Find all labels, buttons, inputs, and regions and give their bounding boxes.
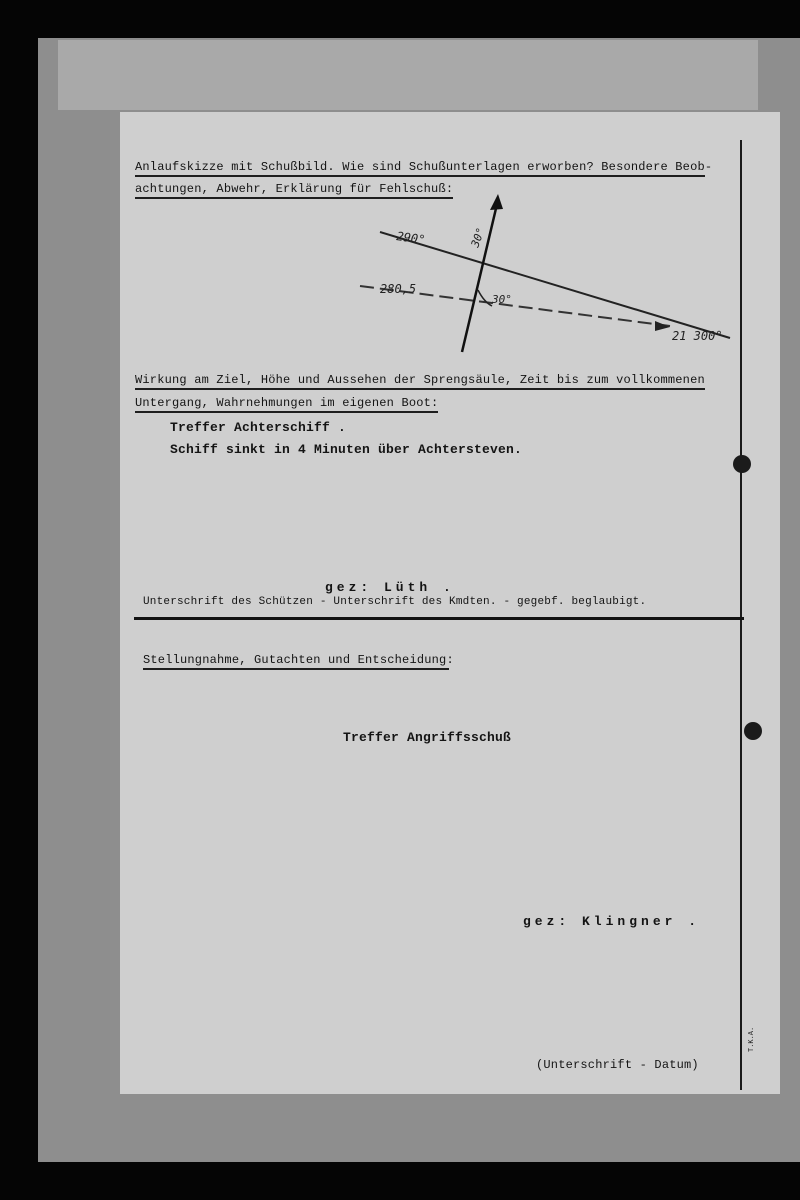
commander-signature: gez: Klingner . — [523, 914, 701, 929]
section-divider — [134, 617, 744, 620]
attack-sketch — [350, 190, 750, 360]
section2-heading-line1: Wirkung am Ziel, Höhe und Aussehen der Sprengsäule, Zeit bis zum vollkommenen — [135, 373, 705, 387]
section2-underline2 — [135, 411, 438, 413]
section1-underline1 — [135, 175, 705, 177]
scan-background-strip — [58, 40, 758, 110]
label-290: 290° — [395, 229, 427, 247]
target-course-line — [380, 232, 730, 338]
margin-mark: T.K.A. — [748, 1026, 756, 1052]
heading-arrow-head — [490, 194, 503, 210]
decision-text: Treffer Angriffsschuß — [343, 730, 512, 745]
label-range: 21 300° — [672, 329, 723, 343]
section2-underline1 — [135, 388, 705, 390]
shooter-signature: gez: Lüth . — [325, 580, 455, 595]
section1-heading-line2: achtungen, Abwehr, Erklärung für Fehlschuß: — [135, 182, 454, 196]
result-line1: Treffer Achterschiff . — [170, 420, 347, 435]
label-30-top: 30° — [468, 225, 488, 250]
signature1-caption: Unterschrift des Schützen - Unterschrift des Kmdten. - gegebf. beglaubigt. — [143, 596, 647, 608]
punch-hole-upper — [733, 455, 751, 473]
heading-arrow-line — [462, 200, 498, 352]
signature2-caption: (Unterschrift - Datum) — [536, 1058, 699, 1072]
section3-underline — [143, 668, 449, 670]
section2-heading-line2: Untergang, Wahrnehmungen im eigenen Boot: — [135, 396, 439, 410]
label-30-angle: 30° — [492, 293, 512, 306]
punch-hole-lower — [744, 722, 762, 740]
label-2805: 280,5 — [380, 282, 417, 296]
section3-heading: Stellungnahme, Gutachten und Entscheidung: — [143, 653, 454, 667]
result-line2: Schiff sinkt in 4 Minuten über Achtersteven. — [170, 442, 523, 457]
section1-heading-line1: Anlaufskizze mit Schußbild. Wie sind Schußunterlagen erworben? Besondere Beob- — [135, 160, 713, 174]
